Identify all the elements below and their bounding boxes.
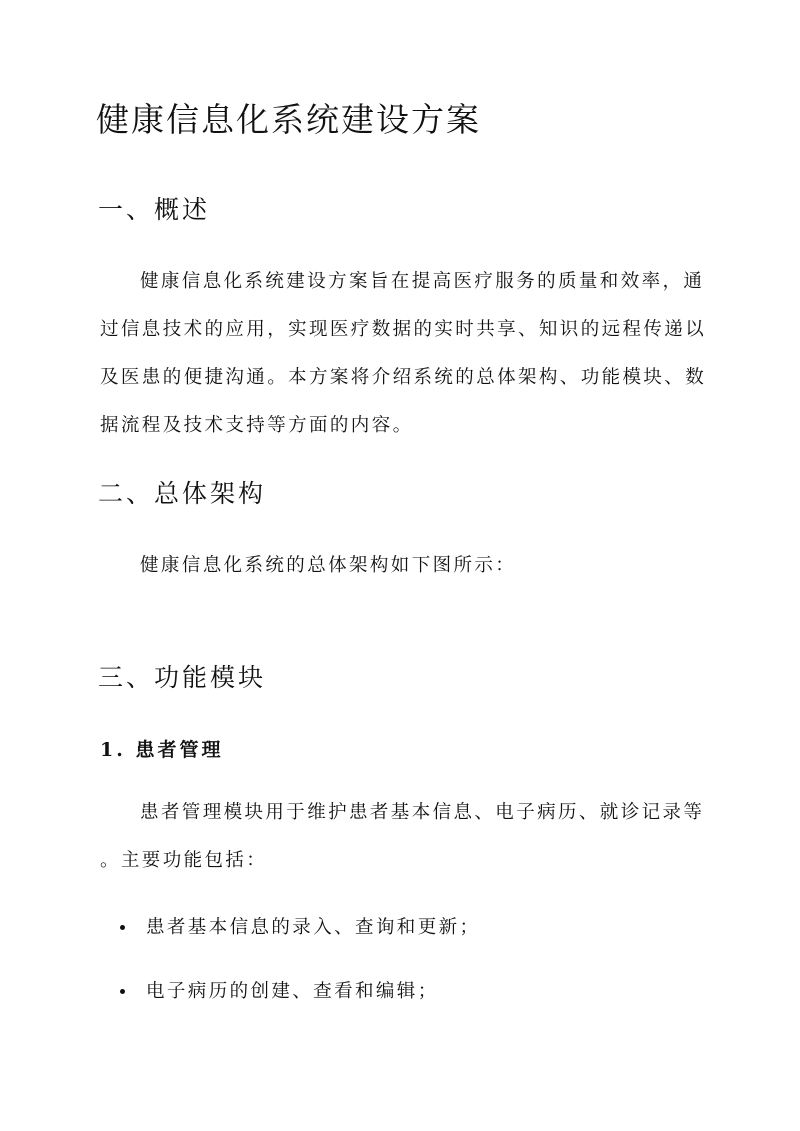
paragraph-line: 据流程及技术支持等方面的内容。 bbox=[100, 415, 414, 436]
section-heading-architecture: 二、总体架构 bbox=[98, 479, 267, 508]
section-heading-overview: 一、概述 bbox=[98, 195, 211, 224]
list-item bbox=[112, 960, 480, 1024]
paragraph-line: 。主要功能包括： bbox=[100, 850, 268, 871]
architecture-paragraph bbox=[100, 542, 700, 590]
paragraph-line: 患者管理模块用于维护患者基本信息、电子病历、就诊记录等 bbox=[140, 802, 705, 823]
feature-bullet-list bbox=[112, 896, 480, 1024]
paragraph-line: 及医患的便捷沟通。本方案将介绍系统的总体架构、功能模块、数 bbox=[100, 367, 707, 388]
bullet-dot-icon bbox=[120, 925, 125, 930]
list-item-text: 患者基本信息的录入、查询和更新； bbox=[146, 917, 481, 938]
bullet-dot-icon bbox=[120, 989, 125, 994]
subsection-heading-patient-management: 1. 患者管理 bbox=[100, 739, 224, 761]
section-heading-modules: 三、功能模块 bbox=[98, 663, 267, 692]
paragraph-line: 健康信息化系统建设方案旨在提高医疗服务的质量和效率，通 bbox=[140, 271, 705, 292]
list-item bbox=[112, 896, 480, 960]
overview-paragraph bbox=[100, 258, 707, 450]
paragraph-line: 过信息技术的应用，实现医疗数据的实时共享、知识的远程传递以 bbox=[100, 319, 707, 340]
patient-management-paragraph bbox=[100, 789, 705, 885]
paragraph-line: 健康信息化系统的总体架构如下图所示： bbox=[140, 555, 517, 576]
document-title: 健康信息化系统建设方案 bbox=[96, 100, 481, 139]
list-item-text: 电子病历的创建、查看和编辑； bbox=[146, 981, 439, 1002]
